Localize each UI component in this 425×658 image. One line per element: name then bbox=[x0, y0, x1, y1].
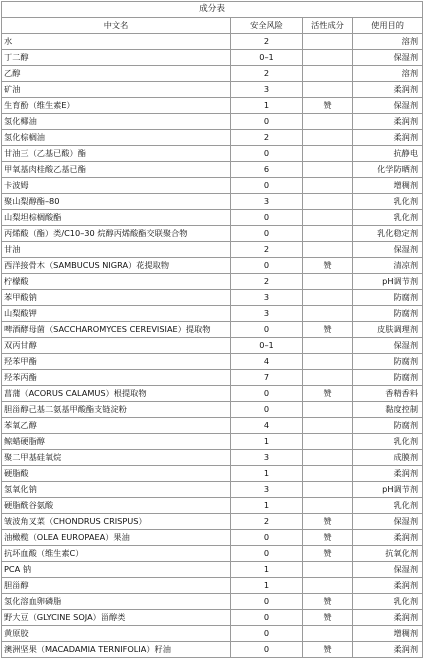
table-row bbox=[2, 578, 423, 594]
cell-name: 聚山梨醇酯–80 bbox=[2, 194, 231, 210]
table-body bbox=[2, 2, 423, 658]
table-row bbox=[2, 562, 423, 578]
cell-name: 油橄榄（OLEA EUROPAEA）果油 bbox=[2, 530, 231, 546]
cell-active bbox=[303, 66, 353, 82]
table-row bbox=[2, 450, 423, 466]
table-row bbox=[2, 498, 423, 514]
table-title: 成分表 bbox=[2, 2, 423, 18]
cell-name: 甘油三（乙基已酸）酯 bbox=[2, 146, 231, 162]
cell-name: 抗坏血酸（维生素C） bbox=[2, 546, 231, 562]
cell-name: 柠檬酸 bbox=[2, 274, 231, 290]
cell-use: 抗氧化剂 bbox=[353, 546, 423, 562]
cell-use: 保湿剂 bbox=[353, 338, 423, 354]
cell-name: 氢氧化钠 bbox=[2, 482, 231, 498]
cell-risk: 2 bbox=[231, 34, 303, 50]
cell-active bbox=[303, 562, 353, 578]
cell-risk: 1 bbox=[231, 98, 303, 114]
cell-risk: 0 bbox=[231, 210, 303, 226]
cell-use: 香精香料 bbox=[353, 386, 423, 402]
table-row bbox=[2, 242, 423, 258]
cell-name: 苯氧乙醇 bbox=[2, 418, 231, 434]
cell-name: 水 bbox=[2, 34, 231, 50]
cell-risk: 2 bbox=[231, 242, 303, 258]
cell-use: 防腐剂 bbox=[353, 290, 423, 306]
cell-risk: 1 bbox=[231, 578, 303, 594]
table-row bbox=[2, 546, 423, 562]
table-row bbox=[2, 610, 423, 626]
cell-risk: 2 bbox=[231, 66, 303, 82]
cell-name: 苯甲酸钠 bbox=[2, 290, 231, 306]
cell-use: 柔润剂 bbox=[353, 530, 423, 546]
cell-name: 山梨酸钾 bbox=[2, 306, 231, 322]
cell-active bbox=[303, 402, 353, 418]
cell-name: 澳洲坚果（MACADAMIA TERNIFOLIA）籽油 bbox=[2, 642, 231, 658]
cell-risk: 2 bbox=[231, 274, 303, 290]
table-row bbox=[2, 226, 423, 242]
table-row bbox=[2, 130, 423, 146]
table-title-row bbox=[2, 2, 423, 18]
cell-name: 卡波姆 bbox=[2, 178, 231, 194]
cell-use: 柔润剂 bbox=[353, 82, 423, 98]
cell-risk: 0 bbox=[231, 146, 303, 162]
cell-use: 柔润剂 bbox=[353, 114, 423, 130]
cell-risk: 1 bbox=[231, 562, 303, 578]
cell-name: 氢化棕榈油 bbox=[2, 130, 231, 146]
cell-use: 清凉剂 bbox=[353, 258, 423, 274]
cell-risk: 2 bbox=[231, 130, 303, 146]
cell-active bbox=[303, 466, 353, 482]
table-row bbox=[2, 530, 423, 546]
table-row bbox=[2, 642, 423, 658]
cell-use: 防腐剂 bbox=[353, 306, 423, 322]
cell-active bbox=[303, 290, 353, 306]
cell-risk: 0 bbox=[231, 178, 303, 194]
cell-risk: 0 bbox=[231, 322, 303, 338]
table-row bbox=[2, 258, 423, 274]
cell-active bbox=[303, 82, 353, 98]
cell-risk: 1 bbox=[231, 498, 303, 514]
cell-name: 丁二醇 bbox=[2, 50, 231, 66]
cell-active bbox=[303, 418, 353, 434]
table-row bbox=[2, 626, 423, 642]
table-row bbox=[2, 402, 423, 418]
cell-risk: 0 bbox=[231, 626, 303, 642]
table-row bbox=[2, 386, 423, 402]
table-row bbox=[2, 370, 423, 386]
cell-name: 双丙甘醇 bbox=[2, 338, 231, 354]
cell-active: 赞 bbox=[303, 98, 353, 114]
cell-use: 防腐剂 bbox=[353, 354, 423, 370]
cell-use: 增稠剂 bbox=[353, 178, 423, 194]
cell-risk: 4 bbox=[231, 418, 303, 434]
cell-active bbox=[303, 50, 353, 66]
cell-risk: 0–1 bbox=[231, 338, 303, 354]
cell-active bbox=[303, 178, 353, 194]
table-row bbox=[2, 82, 423, 98]
table-row bbox=[2, 418, 423, 434]
cell-active bbox=[303, 498, 353, 514]
cell-use: 柔润剂 bbox=[353, 642, 423, 658]
cell-use: 乳化剂 bbox=[353, 210, 423, 226]
header-use: 使用目的 bbox=[353, 18, 423, 34]
header-name: 中文名 bbox=[2, 18, 231, 34]
cell-use: 乳化稳定剂 bbox=[353, 226, 423, 242]
table-row bbox=[2, 434, 423, 450]
table-row bbox=[2, 34, 423, 50]
cell-name: 甘油 bbox=[2, 242, 231, 258]
table-row bbox=[2, 178, 423, 194]
cell-active: 赞 bbox=[303, 530, 353, 546]
cell-name: 氢化溶血卵磷脂 bbox=[2, 594, 231, 610]
cell-name: 皱波角叉菜（CHONDRUS CRISPUS） bbox=[2, 514, 231, 530]
cell-use: 皮肤调理剂 bbox=[353, 322, 423, 338]
cell-active bbox=[303, 114, 353, 130]
table-row bbox=[2, 482, 423, 498]
cell-risk: 3 bbox=[231, 482, 303, 498]
cell-name: 山梨坦棕榈酸酯 bbox=[2, 210, 231, 226]
cell-active bbox=[303, 194, 353, 210]
cell-name: 野大豆（GLYCINE SOJA）甾醇类 bbox=[2, 610, 231, 626]
cell-active bbox=[303, 226, 353, 242]
cell-name: 聚二甲基硅氧烷 bbox=[2, 450, 231, 466]
cell-risk: 0 bbox=[231, 546, 303, 562]
cell-name: 胆甾醇 bbox=[2, 578, 231, 594]
cell-active bbox=[303, 210, 353, 226]
cell-use: 溶剂 bbox=[353, 66, 423, 82]
cell-active bbox=[303, 450, 353, 466]
cell-active bbox=[303, 354, 353, 370]
cell-use: 乳化剂 bbox=[353, 434, 423, 450]
cell-use: 柔润剂 bbox=[353, 130, 423, 146]
cell-risk: 1 bbox=[231, 434, 303, 450]
table-row bbox=[2, 162, 423, 178]
cell-use: 柔润剂 bbox=[353, 466, 423, 482]
cell-active bbox=[303, 34, 353, 50]
cell-name: 胆甾醇己基二氨基甲酸酯支链淀粉 bbox=[2, 402, 231, 418]
cell-name: 啤酒酵母菌（SACCHAROMYCES CEREVISIAE）提取物 bbox=[2, 322, 231, 338]
cell-active: 赞 bbox=[303, 322, 353, 338]
table-row bbox=[2, 290, 423, 306]
cell-risk: 2 bbox=[231, 514, 303, 530]
cell-use: 保湿剂 bbox=[353, 514, 423, 530]
cell-risk: 3 bbox=[231, 82, 303, 98]
header-active: 活性成分 bbox=[303, 18, 353, 34]
cell-risk: 3 bbox=[231, 290, 303, 306]
table-row bbox=[2, 338, 423, 354]
table-row bbox=[2, 194, 423, 210]
cell-name: 硬脂酸 bbox=[2, 466, 231, 482]
table-row bbox=[2, 466, 423, 482]
cell-name: 丙烯酸（酯）类/C10–30 烷醇丙烯酸酯交联聚合物 bbox=[2, 226, 231, 242]
cell-active bbox=[303, 482, 353, 498]
table-row bbox=[2, 306, 423, 322]
ingredient-table-sheet bbox=[1, 1, 422, 658]
cell-name: 羟苯丙酯 bbox=[2, 370, 231, 386]
cell-active: 赞 bbox=[303, 642, 353, 658]
table-row bbox=[2, 274, 423, 290]
cell-risk: 0 bbox=[231, 610, 303, 626]
table-row bbox=[2, 322, 423, 338]
cell-risk: 0 bbox=[231, 114, 303, 130]
cell-risk: 3 bbox=[231, 194, 303, 210]
cell-risk: 0 bbox=[231, 594, 303, 610]
table-row bbox=[2, 114, 423, 130]
cell-use: 防腐剂 bbox=[353, 418, 423, 434]
cell-use: 防腐剂 bbox=[353, 370, 423, 386]
cell-active: 赞 bbox=[303, 258, 353, 274]
cell-active: 赞 bbox=[303, 610, 353, 626]
cell-risk: 0 bbox=[231, 258, 303, 274]
cell-name: 菖蒲（ACORUS CALAMUS）根提取物 bbox=[2, 386, 231, 402]
cell-active bbox=[303, 306, 353, 322]
cell-risk: 6 bbox=[231, 162, 303, 178]
cell-active bbox=[303, 578, 353, 594]
cell-use: 黏度控制 bbox=[353, 402, 423, 418]
cell-use: 成膜剂 bbox=[353, 450, 423, 466]
cell-name: 矿油 bbox=[2, 82, 231, 98]
table-row bbox=[2, 210, 423, 226]
table-row bbox=[2, 514, 423, 530]
cell-use: pH调节剂 bbox=[353, 274, 423, 290]
cell-risk: 7 bbox=[231, 370, 303, 386]
cell-active bbox=[303, 162, 353, 178]
cell-risk: 1 bbox=[231, 466, 303, 482]
cell-name: 黄原胶 bbox=[2, 626, 231, 642]
cell-use: 保湿剂 bbox=[353, 50, 423, 66]
cell-risk: 0 bbox=[231, 530, 303, 546]
cell-risk: 3 bbox=[231, 450, 303, 466]
cell-use: 乳化剂 bbox=[353, 498, 423, 514]
cell-active bbox=[303, 242, 353, 258]
cell-name: 鲸蜡硬脂醇 bbox=[2, 434, 231, 450]
cell-use: pH调节剂 bbox=[353, 482, 423, 498]
cell-risk: 0 bbox=[231, 386, 303, 402]
cell-use: 柔润剂 bbox=[353, 610, 423, 626]
cell-use: 化学防晒剂 bbox=[353, 162, 423, 178]
table-row bbox=[2, 66, 423, 82]
cell-active bbox=[303, 130, 353, 146]
cell-risk: 4 bbox=[231, 354, 303, 370]
cell-active bbox=[303, 274, 353, 290]
cell-use: 保湿剂 bbox=[353, 98, 423, 114]
cell-name: 西洋接骨木（SAMBUCUS NIGRA）花提取物 bbox=[2, 258, 231, 274]
cell-name: 甲氧基肉桂酸乙基已酯 bbox=[2, 162, 231, 178]
ingredient-table bbox=[1, 1, 423, 658]
table-row bbox=[2, 98, 423, 114]
cell-risk: 0 bbox=[231, 402, 303, 418]
cell-active bbox=[303, 370, 353, 386]
table-row bbox=[2, 146, 423, 162]
cell-use: 保湿剂 bbox=[353, 562, 423, 578]
cell-use: 乳化剂 bbox=[353, 594, 423, 610]
table-header-row bbox=[2, 18, 423, 34]
cell-active: 赞 bbox=[303, 386, 353, 402]
cell-name: 氢化椰油 bbox=[2, 114, 231, 130]
cell-use: 乳化剂 bbox=[353, 194, 423, 210]
table-row bbox=[2, 50, 423, 66]
header-risk: 安全风险 bbox=[231, 18, 303, 34]
cell-name: 羟苯甲酯 bbox=[2, 354, 231, 370]
table-row bbox=[2, 594, 423, 610]
cell-name: 硬脂酰谷氨酸 bbox=[2, 498, 231, 514]
cell-name: PCA 钠 bbox=[2, 562, 231, 578]
cell-use: 保湿剂 bbox=[353, 242, 423, 258]
cell-active: 赞 bbox=[303, 594, 353, 610]
cell-name: 生育酚（维生素E） bbox=[2, 98, 231, 114]
cell-use: 溶剂 bbox=[353, 34, 423, 50]
cell-active bbox=[303, 338, 353, 354]
cell-use: 增稠剂 bbox=[353, 626, 423, 642]
cell-active bbox=[303, 626, 353, 642]
cell-use: 柔润剂 bbox=[353, 578, 423, 594]
cell-active: 赞 bbox=[303, 514, 353, 530]
table-row bbox=[2, 354, 423, 370]
cell-risk: 3 bbox=[231, 306, 303, 322]
cell-risk: 0 bbox=[231, 226, 303, 242]
cell-active bbox=[303, 434, 353, 450]
cell-use: 抗静电 bbox=[353, 146, 423, 162]
cell-active: 赞 bbox=[303, 546, 353, 562]
cell-name: 乙醇 bbox=[2, 66, 231, 82]
cell-risk: 0–1 bbox=[231, 50, 303, 66]
cell-risk: 0 bbox=[231, 642, 303, 658]
cell-active bbox=[303, 146, 353, 162]
